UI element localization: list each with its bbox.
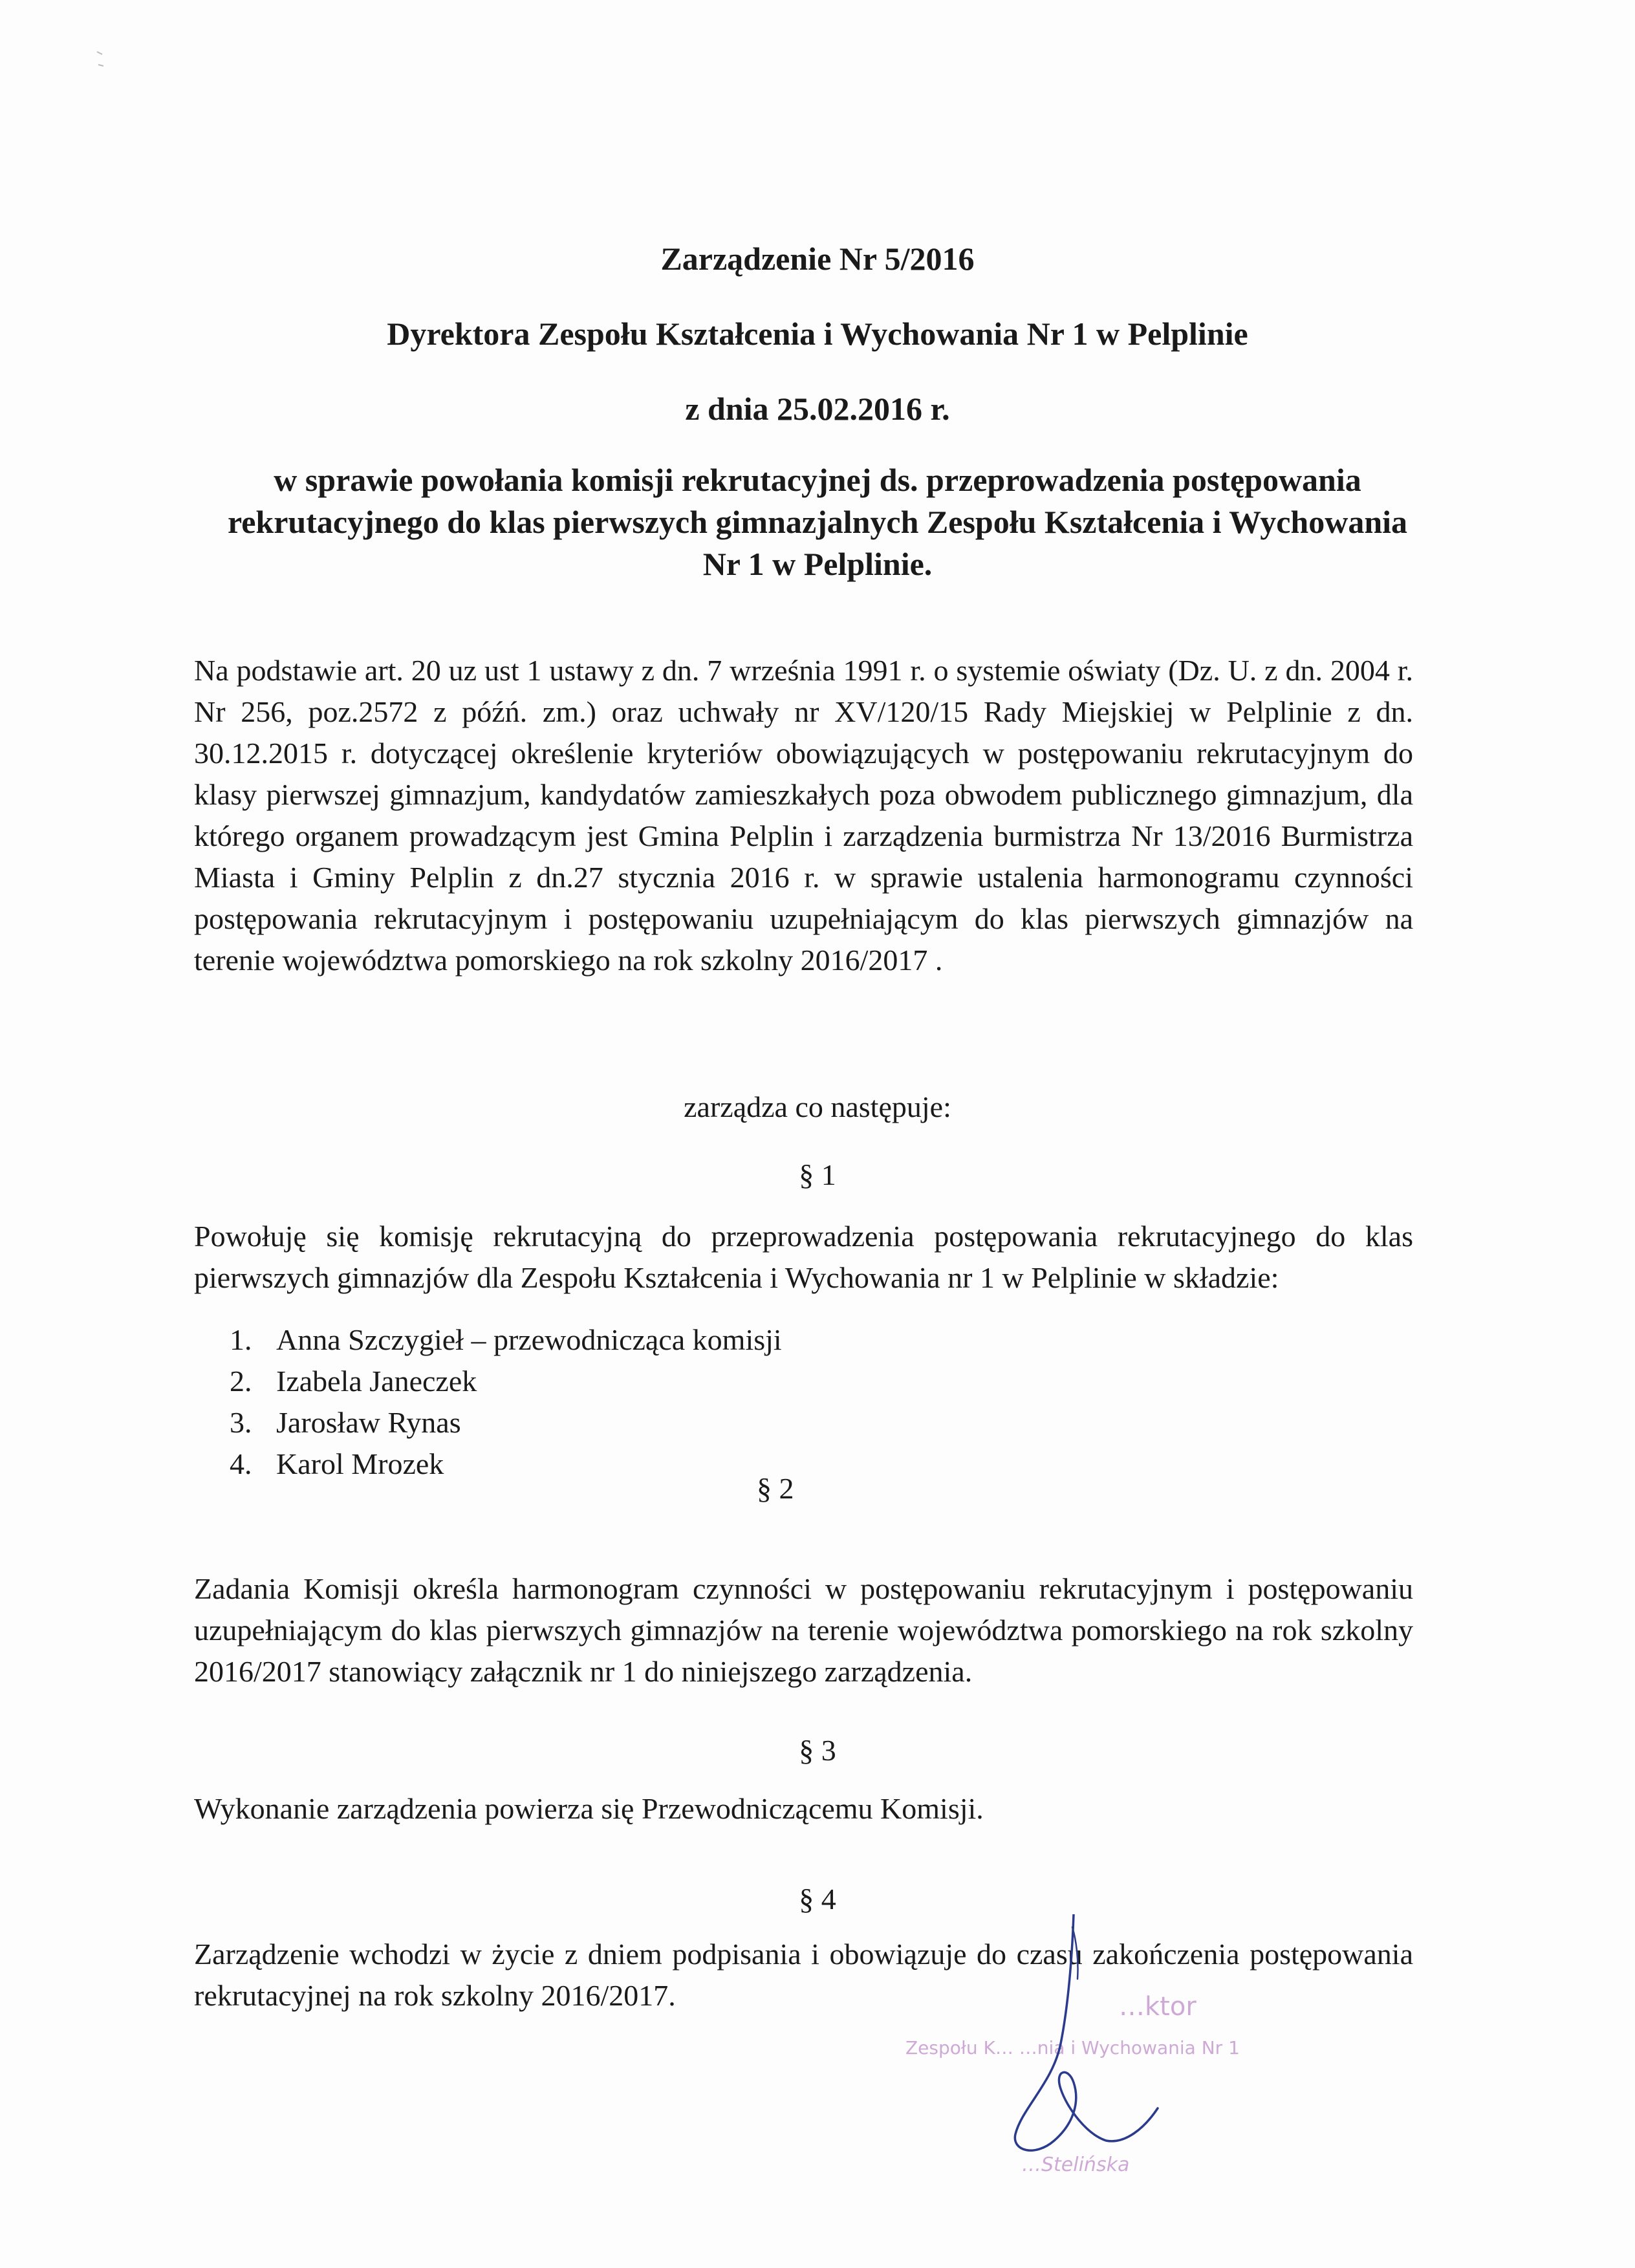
document-subject-line-1: w sprawie powołania komisji rekrutacyjnej ds. przeprowadzenia postępowania — [274, 462, 1361, 498]
member-name: Karol Mrozek — [276, 1447, 444, 1480]
document-subject-line-3: Nr 1 w Pelplinie. — [702, 546, 933, 582]
document-header — [0, 239, 1635, 585]
section-3-mark: § 3 — [799, 1734, 836, 1767]
list-item-number: 3. — [230, 1406, 252, 1439]
stamp-line-3: …Stelińska — [1022, 2154, 1130, 2176]
scan-marks — [91, 26, 142, 160]
member-name: Anna Szczygieł – przewodnicząca komisji — [276, 1323, 782, 1356]
section-1-text: Powołuję się komisję rekrutacyjną do przeprowadzenia postępowania rekrutacyjnego do klas pierwszych gimnazjów dla Zespołu Kształcenia i Wychowania nr 1 w Pelplinie w składzie: — [194, 1220, 1413, 1294]
stamp-line-2: Zespołu K… …nia i Wychowania Nr 1 — [905, 2037, 1240, 2058]
document-title: Zarządzenie Nr 5/2016 — [660, 241, 975, 277]
preamble-paragraph: Na podstawie art. 20 uz ust 1 ustawy z dn. 7 września 1991 r. o systemie oświaty (Dz. U. z dn. 2004 r. Nr 256, poz.2572 z późń. zm.) oraz uchwały nr XV/120/15 Rady Miejskiej w Pelplinie z dn. 30.12.2015 r. dotyczącej określenie kryteriów obowiązujących w postępowaniu rekrutacyjnym do klasy pierwszej gimnazjum, kandydatów zamieszkałych poza obwodem publicznego gimnazjum, dla którego organem prowadzącym jest Gmina Pelplin i zarządzenia burmistrza Nr 13/2016 Burmistrza Miasta i Gminy Pelplin z dn.27 stycznia 2016 r. w sprawie ustalenia harmonogramu czynności postępowania rekrutacyjnym i postępowaniu uzupełniającym do klas pierwszych gimnazjów na terenie województwa pomorskiego na rok szkolny 2016/2017 . — [194, 654, 1413, 977]
section-4-text: Zarządzenie wchodzi w życie z dniem podpisania i obowiązuje do czasu zakończenia postępowania rekrutacyjnej na rok szkolny 2016/2017. — [194, 1938, 1413, 2012]
section-2-mark: § 2 — [757, 1472, 794, 1505]
list-item — [230, 1319, 782, 1361]
list-item-number: 1. — [230, 1323, 252, 1356]
handwritten-signature — [996, 1914, 1164, 2160]
document-issuer: Dyrektora Zespołu Kształcenia i Wychowania Nr 1 w Pelplinie — [387, 316, 1248, 352]
member-name: Izabela Janeczek — [276, 1365, 477, 1398]
list-item-number: 4. — [230, 1447, 252, 1480]
list-item-number: 2. — [230, 1365, 252, 1398]
list-item — [230, 1361, 782, 1402]
document-date: z dnia 25.02.2016 r. — [685, 391, 950, 427]
member-name: Jarosław Rynas — [276, 1406, 461, 1439]
section-4-mark: § 4 — [799, 1883, 836, 1916]
committee-member-list — [230, 1319, 782, 1485]
stamp-line-1: …ktor — [1119, 1992, 1196, 2022]
list-item — [230, 1443, 782, 1485]
decree-line: zarządza co następuje: — [684, 1090, 951, 1123]
list-item — [230, 1402, 782, 1443]
document-subject-line-2: rekrutacyjnego do klas pierwszych gimnazjalnych Zespołu Kształcenia i Wychowania — [227, 504, 1408, 540]
section-3-text: Wykonanie zarządzenia powierza się Przewodniczącemu Komisji. — [194, 1792, 984, 1825]
section-2-text: Zadania Komisji określa harmonogram czynności w postępowaniu rekrutacyjnym i postępowaniu uzupełniającym do klas pierwszych gimnazjów na terenie województwa pomorskiego na rok szkolny 2016/2017 stanowiący załącznik nr 1 do niniejszego zarządzenia. — [194, 1572, 1413, 1688]
section-1-mark: § 1 — [799, 1158, 836, 1191]
